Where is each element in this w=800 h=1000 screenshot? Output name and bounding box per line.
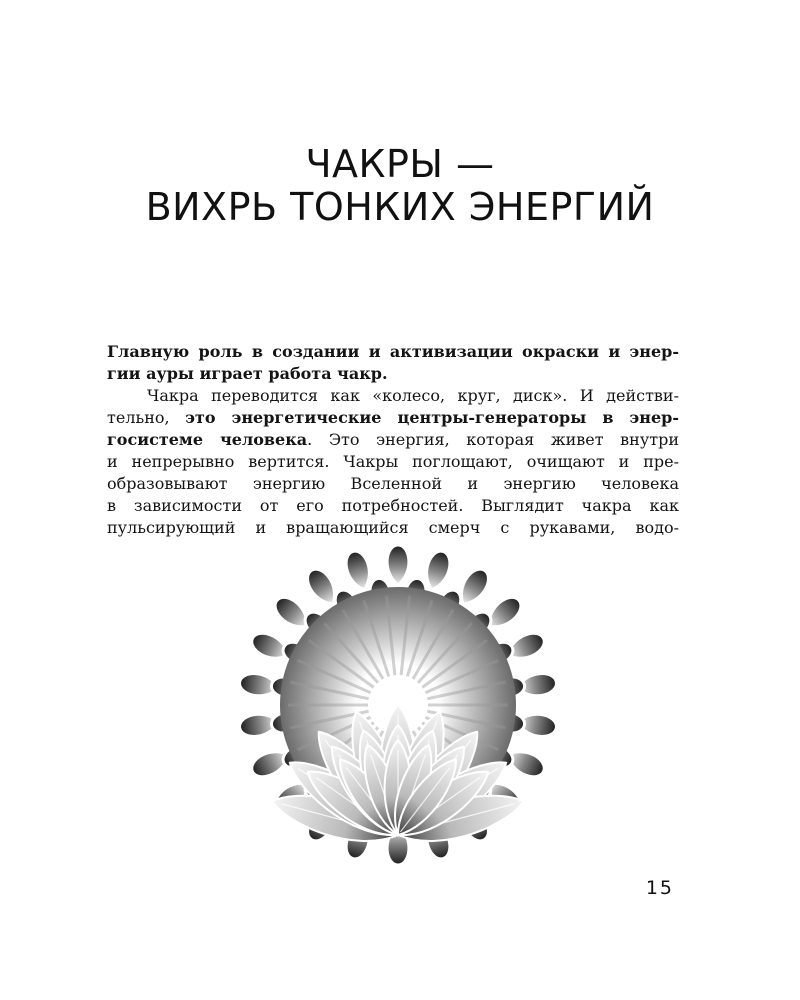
chapter-title-line-2: ВИХРЬ ТОНКИХ ЭНЕРГИЙ bbox=[145, 185, 655, 229]
text-line: пульсирующий и вращающийся смерч с рукавами, водо- bbox=[107, 518, 679, 537]
text-line: и непрерывно вертится. Чакры поглощают, очищают и пре- bbox=[107, 452, 679, 471]
text-line: тельно, это энергетические центры-генераторы в энер- bbox=[107, 408, 679, 427]
text-line: госистеме человека. Это энергия, которая живет внутри bbox=[107, 430, 679, 449]
text-line: Чакра переводится как «колесо, круг, диск». И действи- bbox=[147, 386, 679, 405]
page-number: 15 bbox=[645, 877, 674, 899]
halo-petal bbox=[387, 545, 409, 585]
chapter-title-line-1: ЧАКРЫ — bbox=[305, 142, 495, 186]
text-line: Главную роль в создании и активизации окраски и энер- bbox=[107, 342, 679, 361]
text-line: гии ауры играет работа чакр. bbox=[107, 364, 388, 383]
text-line: в зависимости от его потребностей. Выглядит чакра как bbox=[107, 496, 679, 515]
text-line: образовывают энергию Вселенной и энергию человека bbox=[107, 474, 679, 493]
